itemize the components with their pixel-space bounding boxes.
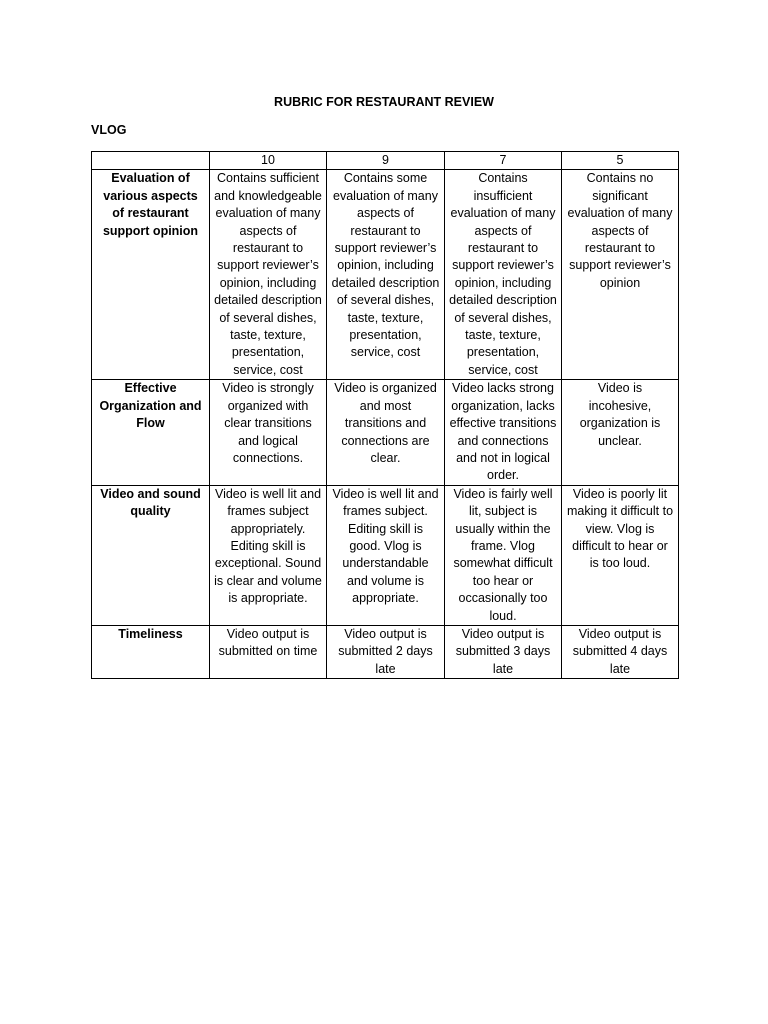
criterion-cell: Effective Organization and Flow — [92, 380, 210, 485]
rubric-cell: Video output is submitted 3 days late — [445, 625, 562, 678]
header-row — [92, 152, 679, 170]
page-title: RUBRIC FOR RESTAURANT REVIEW — [274, 95, 494, 109]
rubric-cell: Video is fairly well lit, subject is usually within the frame. Vlog somewhat difficult too hear or occasionally too loud. — [445, 485, 562, 625]
rubric-cell: Contains sufficient and knowledgeable evaluation of many aspects of restaurant to support reviewer’s opinion, including detailed description of several dishes, taste, texture, presentation, service, cost — [210, 170, 327, 380]
table-row — [92, 485, 679, 625]
header-score-9: 9 — [327, 152, 445, 170]
rubric-cell: Video is poorly lit making it difficult to view. Vlog is difficult to hear or is too loud. — [562, 485, 679, 625]
header-score-10: 10 — [210, 152, 327, 170]
rubric-table — [91, 151, 679, 679]
rubric-cell: Video is strongly organized with clear transitions and logical connections. — [210, 380, 327, 485]
rubric-cell: Video output is submitted 2 days late — [327, 625, 445, 678]
criterion-cell: Timeliness — [92, 625, 210, 678]
rubric-cell: Video is well lit and frames subject. Editing skill is good. Vlog is understandable and volume is appropriate. — [327, 485, 445, 625]
rubric-cell: Video is well lit and frames subject appropriately. Editing skill is exceptional. Sound is clear and volume is appropriate. — [210, 485, 327, 625]
table-row — [92, 380, 679, 485]
table-row — [92, 625, 679, 678]
header-criterion — [92, 152, 210, 170]
rubric-cell: Video output is submitted on time — [210, 625, 327, 678]
rubric-cell: Contains insufficient evaluation of many aspects of restaurant to support reviewer’s opinion, including detailed description of several dishes, taste, texture, presentation, service, cost — [445, 170, 562, 380]
section-label: VLOG — [91, 123, 127, 137]
criterion-cell: Evaluation of various aspects of restaurant support opinion — [92, 170, 210, 380]
rubric-cell: Video output is submitted 4 days late — [562, 625, 679, 678]
rubric-cell: Contains some evaluation of many aspects of restaurant to support reviewer’s opinion, including detailed description of several dishes, taste, texture, presentation, service, cost — [327, 170, 445, 380]
criterion-cell: Video and sound quality — [92, 485, 210, 625]
rubric-cell: Video is incohesive, organization is unclear. — [562, 380, 679, 485]
table-row — [92, 170, 679, 380]
rubric-cell: Video is organized and most transitions and connections are clear. — [327, 380, 445, 485]
rubric-cell: Video lacks strong organization, lacks effective transitions and connections and not in logical order. — [445, 380, 562, 485]
header-score-7: 7 — [445, 152, 562, 170]
rubric-cell: Contains no significant evaluation of many aspects of restaurant to support reviewer’s opinion — [562, 170, 679, 380]
header-score-5: 5 — [562, 152, 679, 170]
